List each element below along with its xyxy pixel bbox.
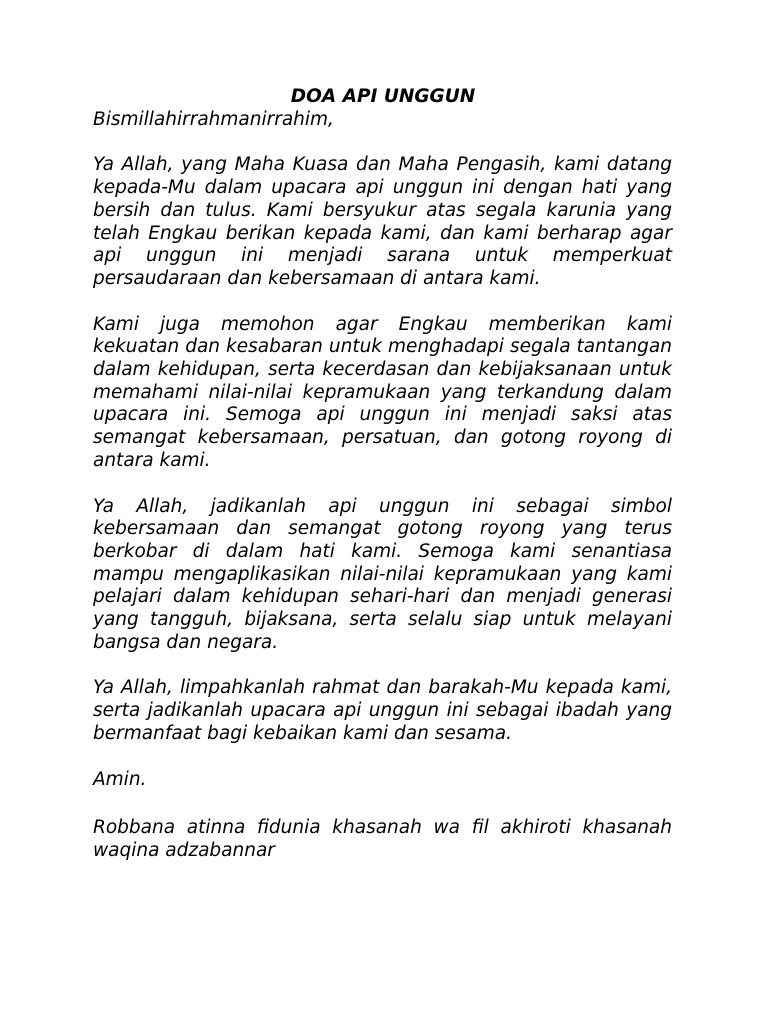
paragraph-3: Ya Allah, jadikanlah api unggun ini sebagai simbol kebersamaan dan semangat gotong royong yang terus berkobar di dalam hati kami. Semoga kami senantiasa mampu mengaplikasikan nilai-nilai kepramukaan yang kami pelajari dalam kehidupan sehari-hari dan menjadi generasi yang tangguh, bijaksana, serta selalu siap untuk melayani bangsa dan negara. (93, 495, 672, 653)
paragraph-2: Kami juga memohon agar Engkau memberikan kami kekuatan dan kesabaran untuk menghadapi segala tantangan dalam kehidupan, serta kecerdasan dan kebijaksanaan untuk memahami nilai-nilai kepramukaan yang terkandung dalam upacara ini. Semoga api unggun ini menjadi saksi atas semangat kebersamaan, persatuan, dan gotong royong di antara kami. (93, 313, 672, 471)
final-prayer: Robbana atinna fidunia khasanah wa fil akhiroti khasanah waqina adzabannar (93, 817, 672, 861)
paragraph-4: Ya Allah, limpahkanlah rahmat dan barakah-Mu kepada kami, serta jadikanlah upacara api unggun ini sebagai ibadah yang bermanfaat bagi kebaikan kami dan sesama. (93, 677, 672, 744)
paragraph-1: Ya Allah, yang Maha Kuasa dan Maha Pengasih, kami datang kepada-Mu dalam upacara api unggun ini dengan hati yang bersih dan tulus. Kami bersyukur atas segala karunia yang telah Engkau berikan kepada kami, dan kami berharap agar api unggun ini menjadi sarana untuk memperkuat persaudaraan dan kebersamaan di antara kami. (93, 154, 672, 289)
opening-line: Bismillahirrahmanirrahim, (93, 108, 334, 130)
document-title: DOA API UNGGUN (290, 86, 476, 107)
document-page (93, 86, 672, 863)
closing-amin: Amin. (93, 768, 147, 790)
